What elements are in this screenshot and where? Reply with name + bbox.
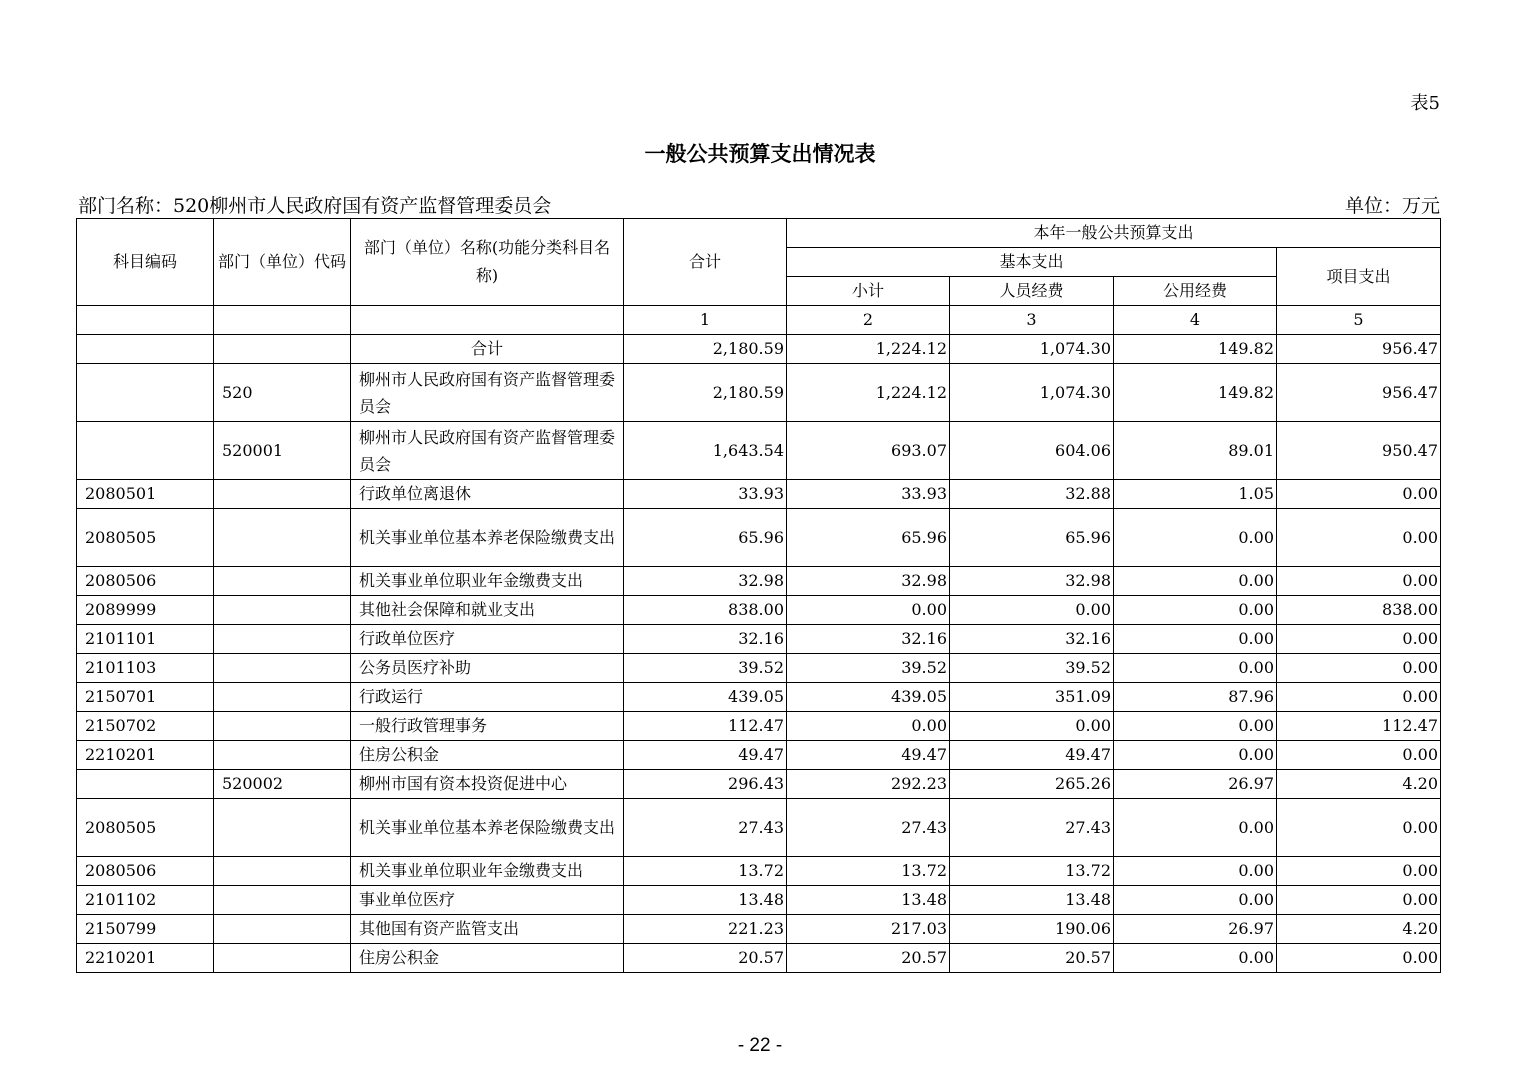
cell-name: 一般行政管理事务 <box>351 712 624 741</box>
cell-subtotal: 13.48 <box>787 886 950 915</box>
cell-name: 合计 <box>351 335 624 364</box>
header-dept-code: 部门（单位）代码 <box>214 219 351 306</box>
cell-personnel: 604.06 <box>950 422 1114 480</box>
cell-dept-code <box>214 596 351 625</box>
cell-project: 0.00 <box>1277 886 1441 915</box>
table-row <box>77 712 1441 741</box>
cell-name: 机关事业单位职业年金缴费支出 <box>351 567 624 596</box>
cell-public: 26.97 <box>1114 915 1277 944</box>
cell-total: 20.57 <box>624 944 787 973</box>
cell-personnel: 265.26 <box>950 770 1114 799</box>
cell-code: 2150701 <box>77 683 214 712</box>
cell-subtotal: 39.52 <box>787 654 950 683</box>
header-code: 科目编码 <box>77 219 214 306</box>
cell-total: 33.93 <box>624 480 787 509</box>
cell-public: 0.00 <box>1114 857 1277 886</box>
header-subtotal: 小计 <box>787 277 950 306</box>
cell-public: 0.00 <box>1114 886 1277 915</box>
cell-personnel: 32.98 <box>950 567 1114 596</box>
cell-subtotal: 27.43 <box>787 799 950 857</box>
cell-total: 27.43 <box>624 799 787 857</box>
cell-personnel: 39.52 <box>950 654 1114 683</box>
header-num-1: 1 <box>624 306 787 335</box>
cell-name: 机关事业单位基本养老保险缴费支出 <box>351 509 624 567</box>
cell-total: 2,180.59 <box>624 364 787 422</box>
header-num-5: 5 <box>1277 306 1441 335</box>
cell-subtotal: 0.00 <box>787 596 950 625</box>
cell-subtotal: 693.07 <box>787 422 950 480</box>
cell-public: 87.96 <box>1114 683 1277 712</box>
cell-subtotal: 439.05 <box>787 683 950 712</box>
cell-personnel: 27.43 <box>950 799 1114 857</box>
cell-project: 0.00 <box>1277 944 1441 973</box>
cell-total: 65.96 <box>624 509 787 567</box>
header-dept-name: 部门（单位）名称(功能分类科目名称) <box>351 219 624 306</box>
cell-project: 956.47 <box>1277 335 1441 364</box>
cell-personnel: 0.00 <box>950 712 1114 741</box>
cell-project: 112.47 <box>1277 712 1441 741</box>
cell-public: 0.00 <box>1114 654 1277 683</box>
cell-total: 112.47 <box>624 712 787 741</box>
cell-personnel: 190.06 <box>950 915 1114 944</box>
cell-code: 2210201 <box>77 741 214 770</box>
table-row <box>77 480 1441 509</box>
cell-code: 2101102 <box>77 886 214 915</box>
table-row <box>77 683 1441 712</box>
cell-personnel: 0.00 <box>950 596 1114 625</box>
cell-project: 0.00 <box>1277 741 1441 770</box>
cell-total: 1,643.54 <box>624 422 787 480</box>
header-personnel: 人员经费 <box>950 277 1114 306</box>
cell-public: 26.97 <box>1114 770 1277 799</box>
cell-public: 0.00 <box>1114 944 1277 973</box>
cell-dept-code <box>214 567 351 596</box>
table-row <box>77 944 1441 973</box>
cell-code <box>77 364 214 422</box>
table-row <box>77 770 1441 799</box>
cell-code: 2080506 <box>77 857 214 886</box>
cell-subtotal: 32.16 <box>787 625 950 654</box>
cell-code: 2080505 <box>77 509 214 567</box>
cell-name: 行政运行 <box>351 683 624 712</box>
table-row <box>77 422 1441 480</box>
cell-name: 公务员医疗补助 <box>351 654 624 683</box>
budget-table <box>76 218 1441 973</box>
cell-public: 0.00 <box>1114 509 1277 567</box>
cell-name: 事业单位医疗 <box>351 886 624 915</box>
table-row <box>77 857 1441 886</box>
cell-public: 0.00 <box>1114 712 1277 741</box>
cell-dept-code <box>214 712 351 741</box>
cell-dept-code <box>214 625 351 654</box>
cell-name: 住房公积金 <box>351 741 624 770</box>
cell-total: 221.23 <box>624 915 787 944</box>
unit-label: 单位：万元 <box>1344 195 1440 217</box>
cell-dept-code: 520 <box>214 364 351 422</box>
cell-project: 0.00 <box>1277 567 1441 596</box>
cell-dept-code <box>214 654 351 683</box>
table-row <box>77 364 1441 422</box>
cell-name: 机关事业单位职业年金缴费支出 <box>351 857 624 886</box>
cell-code: 2150799 <box>77 915 214 944</box>
cell-dept-code <box>214 741 351 770</box>
cell-public: 0.00 <box>1114 741 1277 770</box>
header-num-2: 2 <box>787 306 950 335</box>
cell-name: 柳州市人民政府国有资产监督管理委员会 <box>351 422 624 480</box>
total-row <box>77 335 1441 364</box>
cell-total: 296.43 <box>624 770 787 799</box>
cell-code: 2150702 <box>77 712 214 741</box>
cell-project: 4.20 <box>1277 915 1441 944</box>
cell-subtotal: 13.72 <box>787 857 950 886</box>
cell-code: 2101103 <box>77 654 214 683</box>
cell-subtotal: 292.23 <box>787 770 950 799</box>
cell-project: 956.47 <box>1277 364 1441 422</box>
cell-personnel: 49.47 <box>950 741 1114 770</box>
cell-public: 0.00 <box>1114 596 1277 625</box>
table-row <box>77 741 1441 770</box>
cell-total: 49.47 <box>624 741 787 770</box>
cell-personnel: 13.72 <box>950 857 1114 886</box>
cell-public: 1.05 <box>1114 480 1277 509</box>
cell-personnel: 13.48 <box>950 886 1114 915</box>
table-row <box>77 654 1441 683</box>
cell-subtotal: 20.57 <box>787 944 950 973</box>
cell-personnel: 65.96 <box>950 509 1114 567</box>
cell-code: 2089999 <box>77 596 214 625</box>
cell-name: 柳州市人民政府国有资产监督管理委员会 <box>351 364 624 422</box>
cell-name: 其他社会保障和就业支出 <box>351 596 624 625</box>
cell-code <box>77 422 214 480</box>
cell-dept-code <box>214 915 351 944</box>
cell-project: 4.20 <box>1277 770 1441 799</box>
cell-project: 0.00 <box>1277 654 1441 683</box>
cell-total: 32.98 <box>624 567 787 596</box>
cell-name: 其他国有资产监管支出 <box>351 915 624 944</box>
cell-project: 0.00 <box>1277 509 1441 567</box>
cell-dept-code: 520001 <box>214 422 351 480</box>
cell-code: 2101101 <box>77 625 214 654</box>
header-group: 本年一般公共预算支出 <box>787 219 1441 248</box>
cell-subtotal: 33.93 <box>787 480 950 509</box>
cell-personnel: 32.16 <box>950 625 1114 654</box>
cell-total: 13.48 <box>624 886 787 915</box>
cell-subtotal: 49.47 <box>787 741 950 770</box>
cell-total: 32.16 <box>624 625 787 654</box>
cell-dept-code <box>214 480 351 509</box>
table-body <box>77 335 1441 973</box>
cell-subtotal: 1,224.12 <box>787 364 950 422</box>
cell-code: 2210201 <box>77 944 214 973</box>
header-basic: 基本支出 <box>787 248 1277 277</box>
cell-subtotal: 0.00 <box>787 712 950 741</box>
table-row <box>77 915 1441 944</box>
cell-dept-code <box>214 944 351 973</box>
table-row <box>77 886 1441 915</box>
cell-personnel: 1,074.30 <box>950 335 1114 364</box>
cell-personnel: 20.57 <box>950 944 1114 973</box>
cell-name: 柳州市国有资本投资促进中心 <box>351 770 624 799</box>
cell-project: 0.00 <box>1277 683 1441 712</box>
cell-subtotal: 217.03 <box>787 915 950 944</box>
table-row <box>77 567 1441 596</box>
cell-personnel: 1,074.30 <box>950 364 1114 422</box>
cell-name: 行政单位医疗 <box>351 625 624 654</box>
cell-code <box>77 770 214 799</box>
header-num-3: 3 <box>950 306 1114 335</box>
table-number: 表5 <box>1410 93 1440 114</box>
table-row <box>77 596 1441 625</box>
cell-total: 838.00 <box>624 596 787 625</box>
cell-project: 950.47 <box>1277 422 1441 480</box>
cell-project: 838.00 <box>1277 596 1441 625</box>
table-row <box>77 625 1441 654</box>
cell-personnel: 351.09 <box>950 683 1114 712</box>
cell-name: 住房公积金 <box>351 944 624 973</box>
cell-project: 0.00 <box>1277 857 1441 886</box>
document-title: 一般公共预算支出情况表 <box>644 142 876 166</box>
table-row <box>77 799 1441 857</box>
cell-total: 39.52 <box>624 654 787 683</box>
table-header <box>77 219 1441 335</box>
cell-dept-code <box>214 886 351 915</box>
cell-total: 2,180.59 <box>624 335 787 364</box>
cell-code <box>77 335 214 364</box>
cell-total: 13.72 <box>624 857 787 886</box>
header-project: 项目支出 <box>1277 248 1441 306</box>
cell-public: 89.01 <box>1114 422 1277 480</box>
page-number: - 22 - <box>737 1035 783 1056</box>
cell-public: 149.82 <box>1114 364 1277 422</box>
cell-total: 439.05 <box>624 683 787 712</box>
cell-subtotal: 1,224.12 <box>787 335 950 364</box>
cell-personnel: 32.88 <box>950 480 1114 509</box>
header-num-4: 4 <box>1114 306 1277 335</box>
cell-code: 2080506 <box>77 567 214 596</box>
cell-public: 0.00 <box>1114 799 1277 857</box>
cell-project: 0.00 <box>1277 625 1441 654</box>
cell-subtotal: 32.98 <box>787 567 950 596</box>
cell-dept-code <box>214 857 351 886</box>
department-label: 部门名称：520柳州市人民政府国有资产监督管理委员会 <box>78 195 552 217</box>
cell-dept-code <box>214 799 351 857</box>
cell-dept-code <box>214 683 351 712</box>
cell-dept-code <box>214 509 351 567</box>
cell-public: 149.82 <box>1114 335 1277 364</box>
header-total: 合计 <box>624 219 787 306</box>
cell-public: 0.00 <box>1114 567 1277 596</box>
cell-project: 0.00 <box>1277 799 1441 857</box>
cell-dept-code <box>214 335 351 364</box>
cell-subtotal: 65.96 <box>787 509 950 567</box>
table-row <box>77 509 1441 567</box>
cell-code: 2080501 <box>77 480 214 509</box>
cell-code: 2080505 <box>77 799 214 857</box>
cell-project: 0.00 <box>1277 480 1441 509</box>
cell-name: 机关事业单位基本养老保险缴费支出 <box>351 799 624 857</box>
cell-name: 行政单位离退休 <box>351 480 624 509</box>
cell-dept-code: 520002 <box>214 770 351 799</box>
cell-public: 0.00 <box>1114 625 1277 654</box>
header-public: 公用经费 <box>1114 277 1277 306</box>
